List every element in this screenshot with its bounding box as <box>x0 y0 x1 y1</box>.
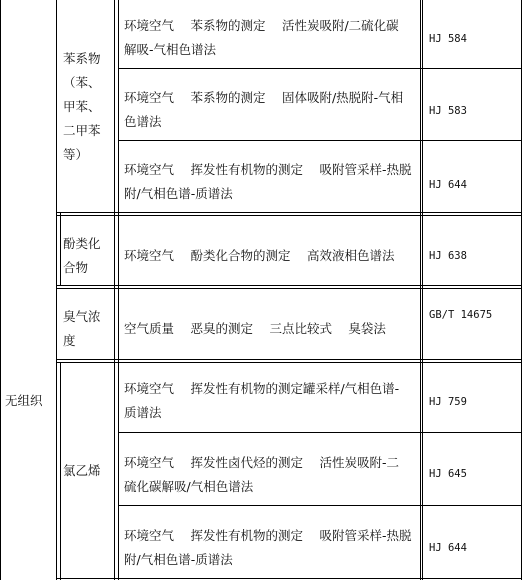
category-vinyl-chloride-line: 氯乙烯 <box>63 463 101 478</box>
standard-code: HJ 644 <box>429 542 467 554</box>
standard-code: HJ 583 <box>429 105 467 117</box>
row-divider <box>57 285 522 286</box>
method-text: 环境空气 挥发性有机物的测定罐采样/气相色谱- <box>124 381 400 396</box>
method-text: 附/气相色谱-质谱法 <box>124 552 233 567</box>
method-text: 解吸-气相色谱法 <box>124 42 217 57</box>
row-divider <box>57 578 522 579</box>
column-divider <box>422 0 423 580</box>
column-divider <box>60 362 61 580</box>
row-divider <box>118 432 522 433</box>
row-divider <box>57 288 522 289</box>
method-text: 环境空气 挥发性卤代烃的测定 活性炭吸附-二 <box>124 455 399 470</box>
row-divider <box>118 68 522 69</box>
method-text: 质谱法 <box>124 405 162 420</box>
column-divider <box>60 212 61 285</box>
category-benzene-line: 等） <box>63 147 89 162</box>
table-border-left <box>0 0 1 580</box>
category-benzene-line: 甲苯、 <box>63 99 101 114</box>
row-divider <box>57 362 522 363</box>
category-phenols-line: 合物 <box>63 260 89 275</box>
method-text: 环境空气 酚类化合物的测定 高效液相色谱法 <box>124 248 395 263</box>
category-odor-line: 度 <box>63 333 76 348</box>
method-text: 附/气相色谱-质谱法 <box>124 186 233 201</box>
row-divider <box>57 212 522 213</box>
standard-code: HJ 644 <box>429 179 467 191</box>
row-divider <box>57 215 522 216</box>
group-label: 无组织 <box>5 393 43 408</box>
row-divider <box>118 140 522 141</box>
method-text: 环境空气 挥发性有机物的测定 吸附管采样-热脱 <box>124 528 412 543</box>
standard-code: GB/T 14675 <box>429 309 493 321</box>
row-divider <box>118 505 522 506</box>
row-divider <box>57 359 522 360</box>
column-divider <box>56 0 57 580</box>
standard-code: HJ 638 <box>429 250 467 262</box>
column-divider <box>420 0 421 580</box>
method-text: 环境空气 苯系物的测定 活性炭吸附/二硫化碳 <box>124 18 399 33</box>
category-benzene-line: （苯、 <box>63 75 101 90</box>
method-text: 空气质量 恶臭的测定 三点比较式 臭袋法 <box>124 321 386 336</box>
standard-code: HJ 584 <box>429 33 467 45</box>
method-text: 硫化碳解吸/气相色谱法 <box>124 479 254 494</box>
category-odor-line: 臭气浓 <box>63 309 101 324</box>
method-text: 色谱法 <box>124 114 162 129</box>
category-benzene-line: 苯系物 <box>63 51 101 66</box>
column-divider <box>114 0 115 580</box>
column-divider <box>118 0 119 580</box>
standard-code: HJ 645 <box>429 468 467 480</box>
category-phenols-line: 酚类化 <box>63 236 101 251</box>
category-benzene-line: 二甲苯 <box>63 123 101 138</box>
standard-code: HJ 759 <box>429 396 467 408</box>
method-text: 环境空气 苯系物的测定 固体吸附/热脱附-气相 <box>124 90 404 105</box>
method-text: 环境空气 挥发性有机物的测定 吸附管采样-热脱 <box>124 162 412 177</box>
